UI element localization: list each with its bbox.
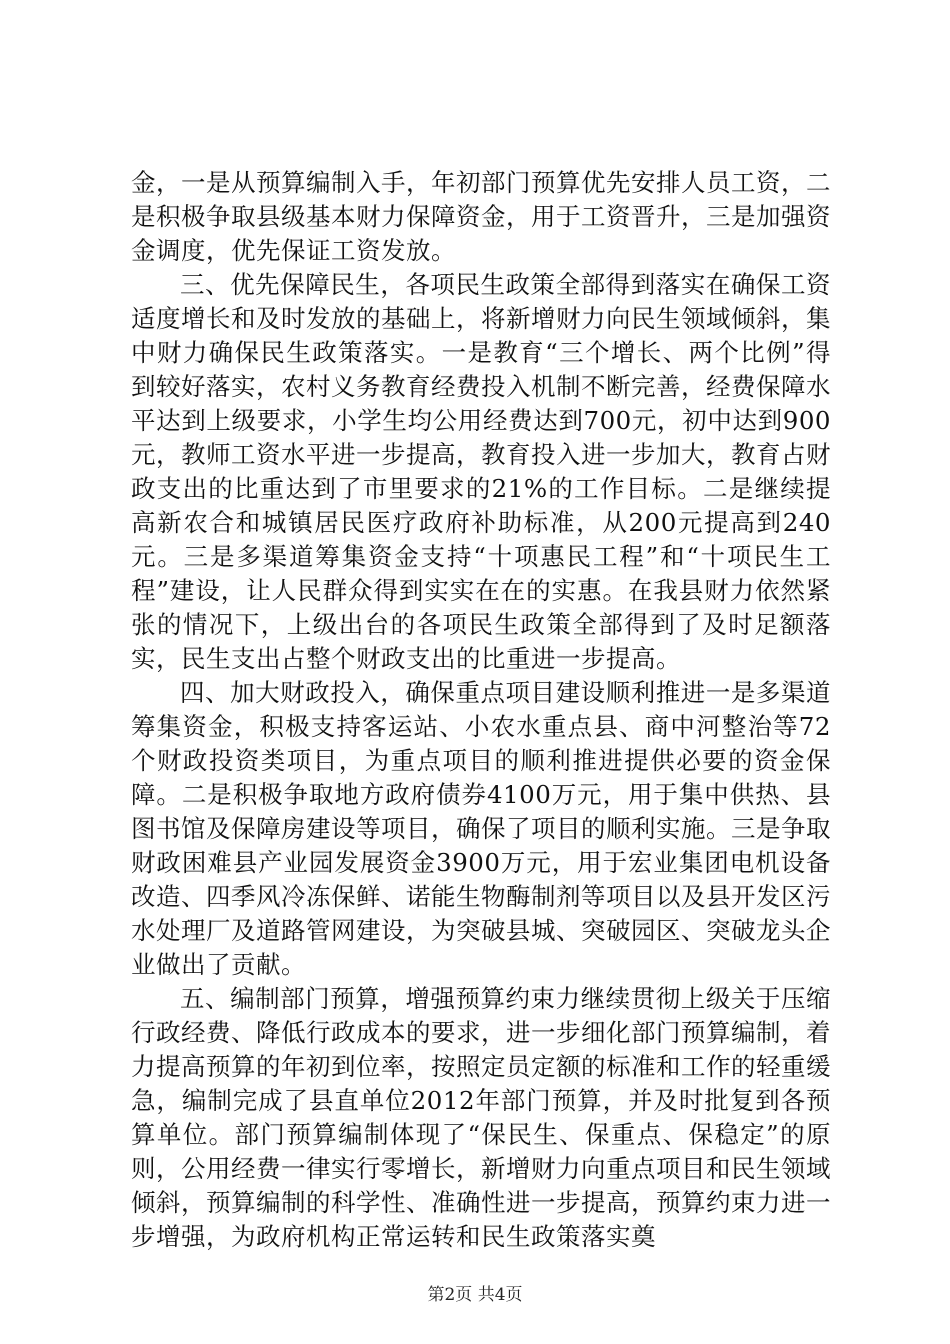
document-body	[131, 166, 831, 1254]
paragraph-continuation-wages: 金，一是从预算编制入手，年初部门预算优先安排人员工资，二是积极争取县级基本财力保障资金，用于工资晋升，三是加强资金调度，优先保证工资发放。	[131, 168, 831, 265]
page-footer	[0, 1284, 950, 1306]
paragraph-section-four-projects: 四、加大财政投入，确保重点项目建设顺利推进一是多渠道筹集资金，积极支持客运站、小农水重点县、商中河整治等72个财政投资类项目，为重点项目的顺利推进提供必要的资金保障。二是积极争取地方政府债券4100万元，用于集中供热、县图书馆及保障房建设等项目，确保了项目的顺利实施。三是争取财政困难县产业园发展资金3900万元，用于宏业集团电机设备改造、四季风冷冻保鲜、诺能生物酶制剂等项目以及县开发区污水处理厂及道路管网建设，为突破县城、突破园区、突破龙头企业做出了贡献。	[131, 678, 831, 979]
paragraph-section-five-budget: 五、编制部门预算，增强预算约束力继续贯彻上级关于压缩行政经费、降低行政成本的要求，进一步细化部门预算编制，着力提高预算的年初到位率，按照定员定额的标准和工作的轻重缓急，编制完成了县直单位2012年部门预算，并及时批复到各预算单位。部门预算编制体现了“保民生、保重点、保稳定”的原则，公用经费一律实行零增长，新增财力向重点项目和民生领域倾斜，预算编制的科学性、准确性进一步提高，预算约束力进一步增强，为政府机构正常运转和民生政策落实奠	[131, 984, 831, 1251]
paragraph-section-three-livelihood: 三、优先保障民生，各项民生政策全部得到落实在确保工资适度增长和及时发放的基础上，将新增财力向民生领域倾斜，集中财力确保民生政策落实。一是教育“三个增长、两个比例”得到较好落实，农村义务教育经费投入机制不断完善，经费保障水平达到上级要求，小学生均公用经费达到700元，初中达到900元，教师工资水平进一步提高，教育投入进一步加大，教育占财政支出的比重达到了市里要求的21%的工作目标。二是继续提高新农合和城镇居民医疗政府补助标准，从200元提高到240元。三是多渠道筹集资金支持“十项惠民工程”和“十项民生工程”建设，让人民群众得到实实在在的实惠。在我县财力依然紧张的情况下，上级出台的各项民生政策全部得到了及时足额落实，民生支出占整个财政支出的比重进一步提高。	[131, 270, 831, 673]
page-number: 第2页 共4页	[427, 1285, 523, 1305]
